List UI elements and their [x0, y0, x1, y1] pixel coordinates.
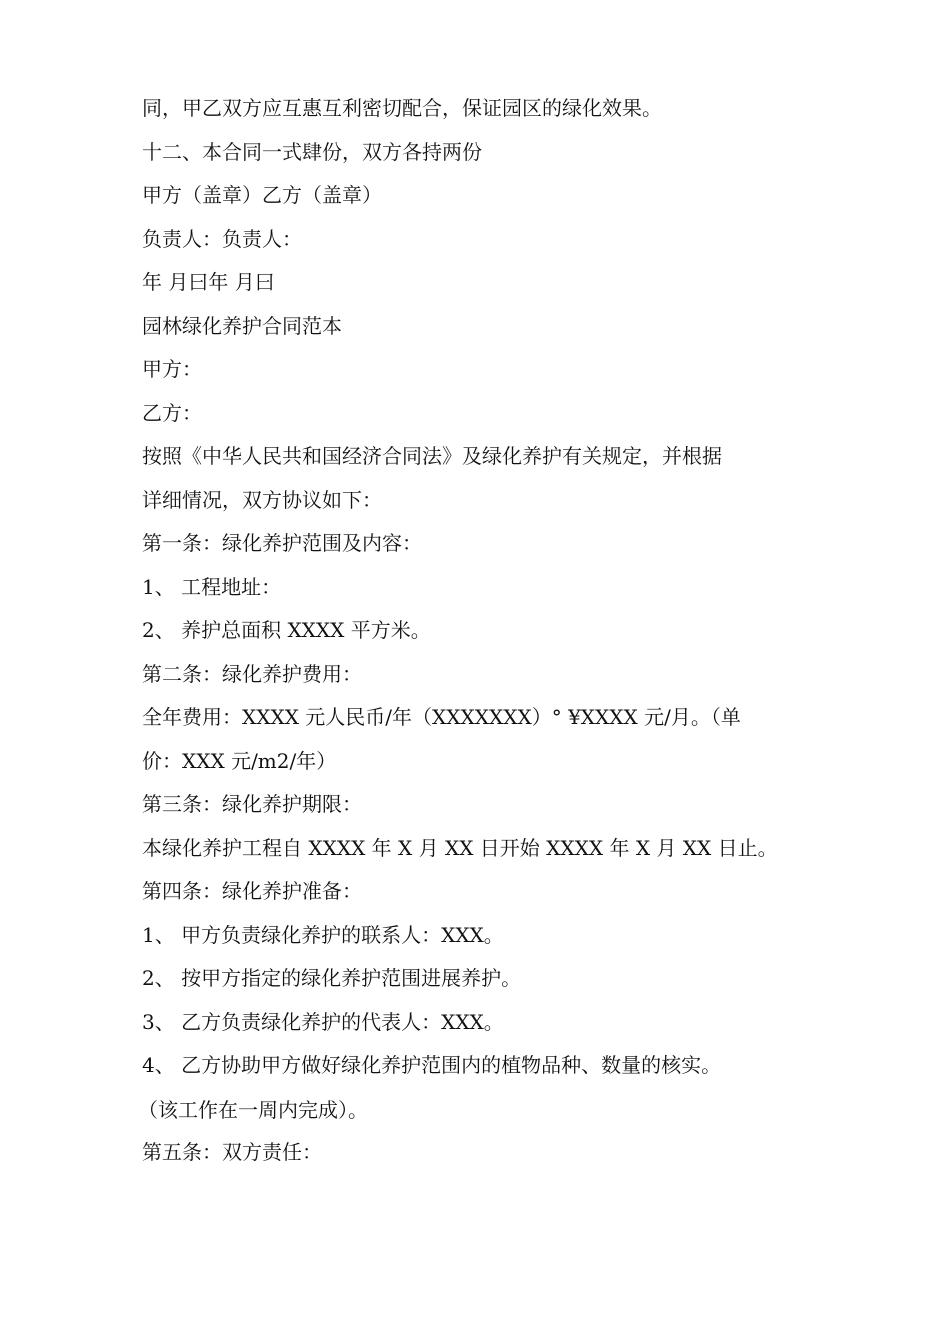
text-line-preamble-1: 按照《中华人民共和国经济合同法》及绿化养护有关规定，并根据 [142, 444, 722, 468]
text-line-item: 1、 甲方负责绿化养护的联系人：XXX。 [142, 923, 504, 947]
text-line-party-b: 乙方： [142, 401, 202, 425]
document-title: 园林绿化养护合同范本 [142, 314, 342, 338]
text-line-continuation: 同，甲乙双方应互惠互利密切配合，保证园区的绿化效果。 [142, 96, 662, 120]
text-line-fee-2: 价：XXX 元/m2/年） [142, 749, 337, 773]
text-line-clause-12: 十二、本合同一式肆份，双方各持两份 [142, 140, 482, 164]
text-line-item: 3、 乙方负责绿化养护的代表人：XXX。 [142, 1010, 504, 1034]
text-line-date: 年 月曰年 月曰 [142, 270, 275, 294]
text-line-item: 1、 工程地址： [142, 575, 282, 599]
text-line-responsible: 负责人：负责人： [142, 227, 302, 251]
article-3-heading: 第三条：绿化养护期限： [142, 792, 362, 816]
text-line-fee-1: 全年费用：XXXX 元人民币/年（XXXXXXX）° ¥XXXX 元/月。（单 [142, 705, 741, 729]
article-2-heading: 第二条：绿化养护费用： [142, 662, 362, 686]
text-line-item: 2、 养护总面积 XXXX 平方米。 [142, 618, 431, 642]
article-5-heading: 第五条：双方责任： [142, 1140, 322, 1164]
text-line-seals: 甲方（盖章）乙方（盖章） [142, 183, 382, 207]
article-4-heading: 第四条：绿化养护准备： [142, 879, 362, 903]
text-line-item: 4、 乙方协助甲方做好绿化养护范围内的植物品种、数量的核实。 [142, 1053, 722, 1077]
text-line-party-a: 甲方： [142, 357, 202, 381]
article-1-heading: 第一条：绿化养护范围及内容： [142, 531, 422, 555]
text-line-note: （该工作在一周内完成）。 [138, 1098, 368, 1122]
text-line-term: 本绿化养护工程自 XXXX 年 X 月 XX 日开始 XXXX 年 X 月 XX 日止。 [142, 836, 778, 860]
text-line-preamble-2: 详细情况，双方协议如下： [142, 488, 382, 512]
text-line-item: 2、 按甲方指定的绿化养护范围进展养护。 [142, 966, 522, 990]
